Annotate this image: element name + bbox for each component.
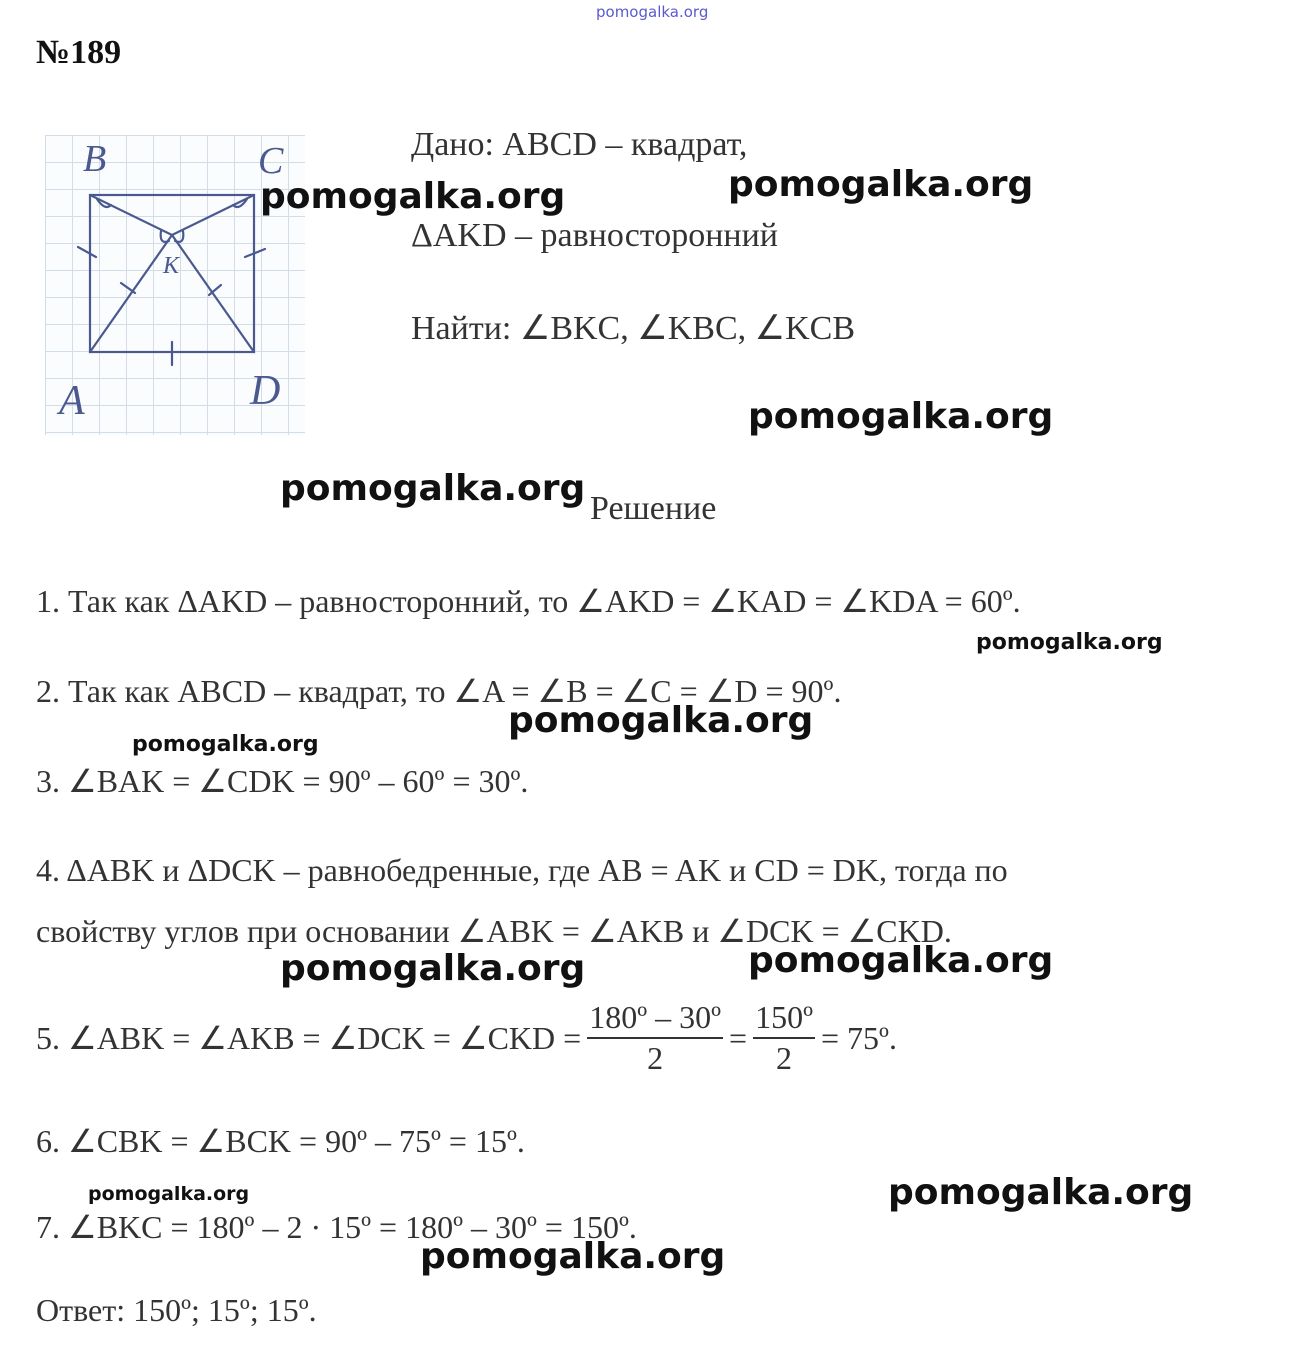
fraction-1-numerator: 180º – 30º [587,1000,723,1039]
given-line-2: ΔAKD – равносторонний [411,217,778,254]
watermark: pomogalka.org [508,700,814,741]
step-5 [36,1000,897,1076]
watermark: pomogalka.org [728,164,1034,205]
find-line: Найти: ∠BKC, ∠KBC, ∠KCB [411,310,856,347]
given-line-1: Дано: ABCD – квадрат, [411,126,748,163]
watermark: pomogalka.org [88,1183,250,1205]
problem-number: №189 [36,34,122,71]
watermark: pomogalka.org [888,1172,1194,1213]
watermark: pomogalka.org [748,396,1054,437]
vertex-label-d: D [250,368,281,414]
watermark-top: pomogalka.org [596,3,709,21]
step-5-equals: = [729,1019,748,1056]
watermark: pomogalka.org [280,468,586,509]
vertex-label-b: B [83,138,107,180]
segment-ak [90,235,172,352]
vertex-label-c: C [258,140,284,182]
segment-ck [172,195,254,235]
segment-dk [172,235,254,352]
step-6: 6. ∠CBK = ∠BCK = 90º – 75º = 15º. [36,1123,525,1159]
fraction-1-denominator: 2 [647,1040,664,1077]
solution-heading: Решение [590,490,717,527]
step-5-rhs: = 75º. [821,1019,897,1056]
watermark: pomogalka.org [132,732,319,757]
watermark: pomogalka.org [260,176,566,217]
step-3: 3. ∠BAK = ∠CDK = 90º – 60º = 30º. [36,763,529,799]
watermark: pomogalka.org [280,948,586,989]
step-5-lhs: 5. ∠ABK = ∠AKB = ∠DCK = ∠CKD = [36,1020,582,1057]
fraction-2-denominator: 2 [776,1040,793,1077]
step-1: 1. Так как ΔAKD – равносторонний, то ∠AKD = ∠KAD = ∠KDA = 60º. [36,583,1021,619]
watermark: pomogalka.org [420,1236,726,1277]
watermark: pomogalka.org [748,940,1054,981]
step-4-line-1: 4. ΔABK и ΔDCK – равнобедренные, где AB = AK и CD = DK, тогда по [36,852,1008,888]
fraction-2 [753,1000,815,1076]
fraction-2-numerator: 150º [753,1000,815,1039]
answer: Ответ: 150º; 15º; 15º. [36,1292,317,1328]
watermark: pomogalka.org [976,630,1163,655]
step-2: 2. Так как ABCD – квадрат, то ∠A = ∠B = ∠C = ∠D = 90º. [36,673,842,709]
step-4-line-2: свойству углов при основании ∠ABK = ∠AKB и ∠DCK = ∠CKD. [36,913,952,949]
vertex-label-a: A [59,378,85,424]
fraction-1 [587,1000,723,1076]
vertex-label-k: K [163,253,180,279]
step-7: 7. ∠BKC = 180º – 2 · 15º = 180º – 30º = 150º. [36,1209,637,1245]
segment-bk [90,195,172,235]
